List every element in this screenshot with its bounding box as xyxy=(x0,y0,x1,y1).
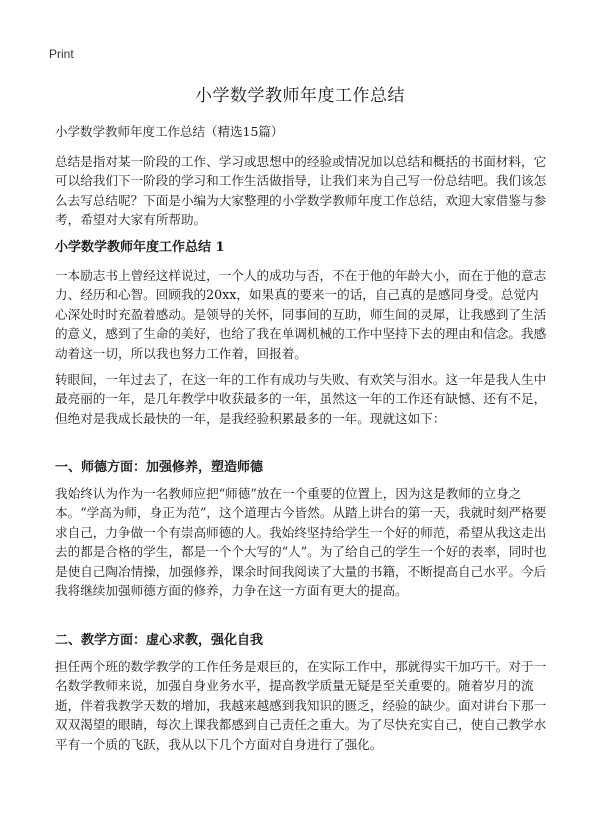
section-heading-1: 一、师德方面：加强修养，塑造师德 xyxy=(55,460,264,475)
article-heading: 小学数学教师年度工作总结 1 xyxy=(55,240,225,255)
document-title: 小学数学教师年度工作总结 xyxy=(195,86,405,106)
section-1-paragraph: 我始终认为作为一名教师应把“师德”放在一个重要的位置上，因为这是教师的立身之本。“学高为师，身正为范”，这个道理古今皆然。从踏上讲台的第一天，我就时刻严格要求自己，力争做一个有崇高师德的人。我始终坚持给学生一个好的师范，希望从我这走出去的都是合格的学生，都是一个个大写的“人”。为了给自己的学生一个好的表率，同时也是使自己陶冶情操，加强修养，课余时间我阅读了大量的书籍，不断提高自己水平。今后我将继续加强师德方面的修养，力争在这一方面有更大的提高。 xyxy=(55,486,547,599)
intro-paragraph: 总结是指对某一阶段的工作、学习或思想中的经验或情况加以总结和概括的书面材料，它可以给我们下一阶段的学习和工作生活做指导，让我们来为自己写一份总结吧。我们该怎么去写总结呢？下面是小编为大家整理的小学数学教师年度工作总结，欢迎大家借鉴与参考，希望对大家有所帮助。 xyxy=(55,154,547,228)
body-paragraph-2: 转眼间，一年过去了，在这一年的工作有成功与失败、有欢笑与泪水。这一年是我人生中最亮丽的一年，是几年教学中收获最多的一年，虽然这一年的工作还有缺憾、还有不足，但绝对是我成长最快的一年，是我经验积累最多的一年。现就这如下： xyxy=(55,372,547,426)
body-paragraph-1: 一本励志书上曾经这样说过，一个人的成功与否，不在于他的年龄大小，而在于他的意志力、经历和心智。回顾我的20xx，如果真的要来一的话，自己真的是感同身受。总觉内心深处时时充盈着感动。是领导的关怀，同事间的互助，师生间的灵犀，让我感到了生活的意义，感到了生命的美好，也给了我在单调机械的工作中坚持下去的理由和信念。我感动着这一切，所以我也努力工作着，回报着。 xyxy=(55,268,547,361)
section-heading-2: 二、教学方面：虚心求教，强化自我 xyxy=(55,633,264,648)
document-subtitle: 小学数学教师年度工作总结（精选15篇） xyxy=(55,124,284,139)
print-link[interactable]: Print xyxy=(49,47,74,61)
section-2-paragraph: 担任两个班的数学教学的工作任务是艰巨的，在实际工作中，那就得实干加巧干。对于一名数学教师来说，加强自身业务水平，提高教学质量无疑是至关重要的。随着岁月的流逝，伴着我教学天数的增加，我越来越感到我知识的匮乏，经验的缺少。面对讲台下那一双双渴望的眼睛，每次上课我都感到自己责任之重大。为了尽快充实自己，使自己教学水平有一个质的飞跃，我从以下几个方面对自身进行了强化。 xyxy=(55,659,547,752)
